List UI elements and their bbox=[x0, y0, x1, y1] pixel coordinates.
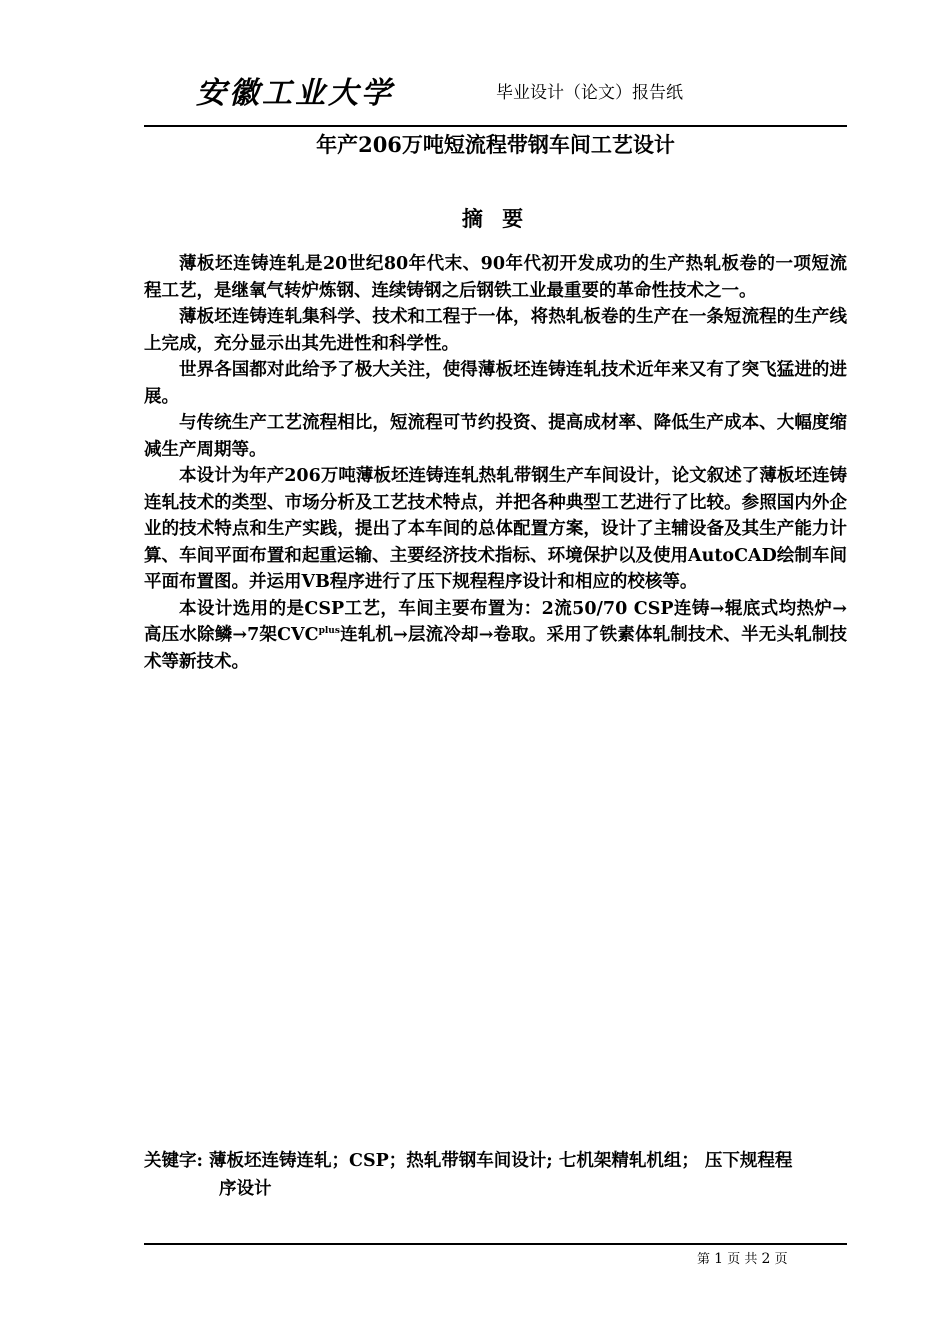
keywords-text-continued: 序设计 bbox=[219, 1179, 272, 1199]
page-prefix: 第 bbox=[697, 1252, 711, 1267]
abstract-paragraph-process bbox=[144, 596, 847, 676]
page-number bbox=[697, 1248, 788, 1267]
process-text-start: 本设计选用的是CSP工艺，车间主要布置为：2流50/70 CSP连铸→辊底式均热炉→高压水除鳞→7架CVC bbox=[144, 598, 847, 645]
document-title: 年产206万吨短流程带钢车间工艺设计 bbox=[316, 132, 675, 157]
abstract-paragraph: 世界各国都对此给予了极大关注，使得薄板坯连铸连轧技术近年来又有了突飞猛进的进展。 bbox=[144, 360, 847, 407]
abstract-paragraph: 与传统生产工艺流程相比，短流程可节约投资、提高成材率、降低生产成本、大幅度缩减生产周期等。 bbox=[144, 413, 847, 460]
page-mid: 页 共 bbox=[727, 1252, 758, 1267]
abstract-paragraph: 薄板坯连铸连轧集科学、技术和工程于一体，将热轧板卷的生产在一条短流程的生产线上完成，充分显示出其先进性和科学性。 bbox=[144, 307, 847, 354]
report-paper-label: 毕业设计（论文）报告纸 bbox=[496, 83, 683, 103]
abstract-body bbox=[144, 251, 847, 675]
university-name: 安徽工业大学 bbox=[196, 76, 394, 111]
abstract-paragraph: 本设计为年产206万吨薄板坯连铸连轧热轧带钢生产车间设计，论文叙述了薄板坯连铸连轧技术的类型、市场分析及工艺技术特点，并把各种典型工艺进行了比较。参照国内外企业的技术特点和生产实践，提出了本车间的总体配置方案，设计了主辅设备及其生产能力计算、车间平面布置和起重运输、主要经济技术指标、环境保护以及使用AutoCAD绘制车间平面布置图。并运用VB程序进行了压下规程程序设计和相应的校核等。 bbox=[144, 466, 847, 592]
header-rule bbox=[144, 125, 847, 127]
page-suffix: 页 bbox=[774, 1252, 788, 1267]
abstract-paragraph: 薄板坯连铸连轧是20世纪80年代末、90年代初开发成功的生产热轧板卷的一项短流程工艺，是继氧气转炉炼钢、连续铸钢之后钢铁工业最重要的革命性技术之一。 bbox=[144, 254, 847, 301]
total-pages: 2 bbox=[761, 1251, 771, 1267]
keywords-label: 关键字: bbox=[144, 1151, 203, 1171]
keywords-block bbox=[144, 1147, 847, 1203]
footer-rule bbox=[144, 1243, 847, 1245]
plus-superscript: plus bbox=[318, 626, 340, 636]
abstract-heading: 摘 要 bbox=[461, 206, 530, 231]
current-page: 1 bbox=[714, 1251, 724, 1267]
keywords-text: 薄板坯连铸连轧；CSP；热轧带钢车间设计; 七机架精轧机组； 压下规程程 bbox=[202, 1151, 793, 1171]
process-text-end: 连轧机→层流冷却→卷取。采用了铁素体轧制技术、半无头轧制技术等新技术。 bbox=[144, 625, 848, 672]
